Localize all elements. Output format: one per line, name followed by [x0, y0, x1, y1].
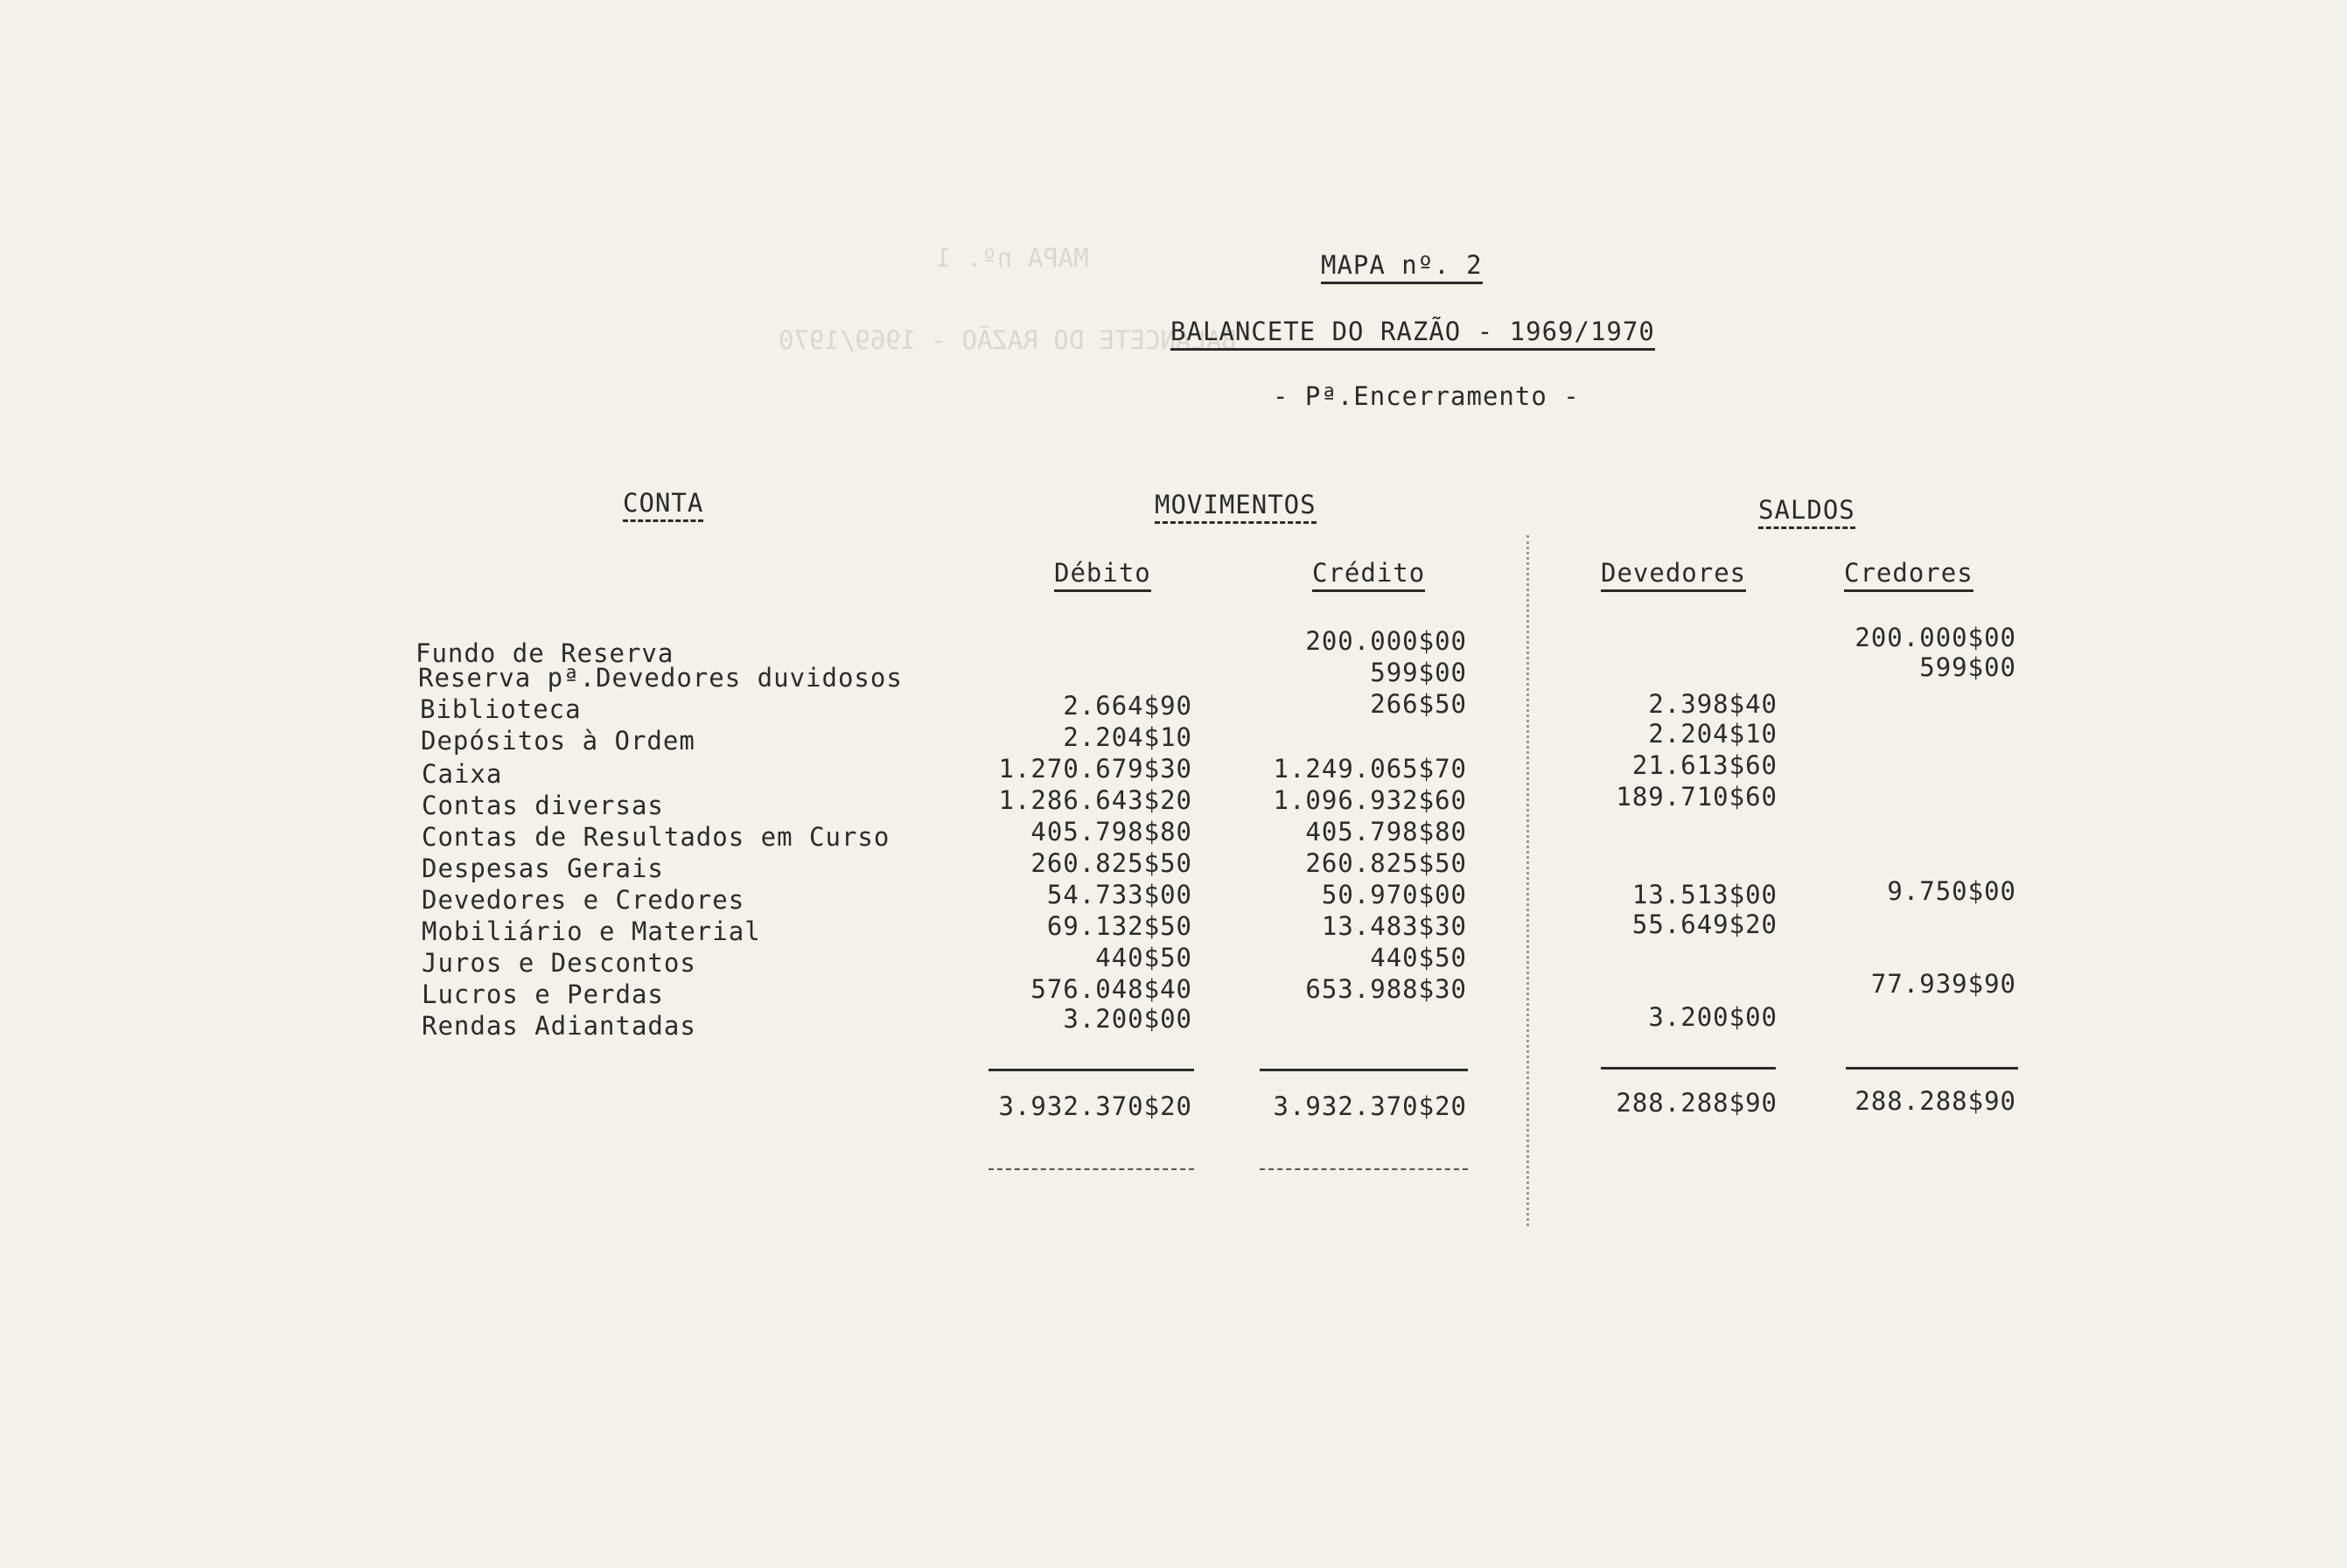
row-credito: 50.970$00	[1321, 880, 1467, 909]
col-debito-header: Débito	[1054, 558, 1151, 592]
row-debito: 260.825$50	[1030, 848, 1192, 878]
row-credito: 200.000$00	[1305, 626, 1467, 656]
row-credores: 200.000$00	[1855, 623, 2016, 652]
row-credito: 440$50	[1370, 943, 1467, 972]
total-devedores: 288.288$90	[1616, 1088, 1778, 1118]
show-through-text: MAPA nº. 1	[936, 243, 1089, 273]
row-account: Fundo de Reserva	[416, 638, 674, 668]
row-debito: 2.204$10	[1063, 722, 1192, 752]
row-debito: 1.286.643$20	[998, 785, 1192, 815]
row-account: Despesas Gerais	[422, 854, 664, 883]
row-credito: 1.249.065$70	[1273, 754, 1467, 784]
row-account: Contas diversas	[422, 791, 664, 820]
row-credito: 599$00	[1370, 658, 1467, 687]
row-devedores: 2.398$40	[1648, 689, 1778, 719]
balancete-title: BALANCETE DO RAZÃO - 1969/1970	[1170, 317, 1655, 351]
row-debito: 405.798$80	[1030, 817, 1192, 847]
row-devedores: 13.513$00	[1631, 880, 1778, 909]
total-credito: 3.932.370$20	[1273, 1091, 1467, 1121]
row-credito: 260.825$50	[1305, 848, 1467, 878]
row-debito: 54.733$00	[1046, 880, 1192, 909]
row-account: Rendas Adiantadas	[422, 1011, 696, 1041]
total-rule-debito	[988, 1069, 1194, 1071]
closing-note: - Pª.Encerramento -	[1273, 381, 1580, 411]
total-rule-credito	[1260, 1069, 1468, 1071]
row-devedores: 3.200$00	[1648, 1002, 1778, 1032]
column-divider	[1526, 535, 1529, 1226]
row-credito: 13.483$30	[1321, 911, 1467, 941]
col-movimentos-header: MOVIMENTOS	[1155, 490, 1317, 524]
row-account: Devedores e Credores	[422, 885, 745, 915]
row-debito: 2.664$90	[1063, 691, 1192, 721]
col-saldos-header: SALDOS	[1758, 495, 1855, 529]
row-debito: 1.270.679$30	[998, 754, 1192, 784]
row-debito: 3.200$00	[1063, 1004, 1192, 1034]
row-debito: 69.132$50	[1046, 911, 1192, 941]
row-devedores: 55.649$20	[1631, 909, 1778, 939]
row-credito: 1.096.932$60	[1273, 785, 1467, 815]
row-credores: 77.939$90	[1870, 969, 2016, 999]
col-credores-header: Credores	[1844, 558, 1973, 592]
total-rule-devedores	[1601, 1067, 1776, 1070]
row-credito: 266$50	[1370, 689, 1467, 719]
row-credito: 405.798$80	[1305, 817, 1467, 847]
total-debito: 3.932.370$20	[998, 1091, 1192, 1121]
row-debito: 576.048$40	[1030, 974, 1192, 1004]
row-account: Juros e Descontos	[422, 948, 696, 978]
total-credores: 288.288$90	[1855, 1086, 2016, 1116]
col-credito-header: Crédito	[1312, 558, 1425, 592]
row-credores: 599$00	[1919, 652, 2016, 682]
row-devedores: 21.613$60	[1631, 750, 1778, 780]
map-title: MAPA nº. 2	[1321, 250, 1483, 284]
total-rule-credores	[1846, 1067, 2018, 1070]
col-devedores-header: Devedores	[1601, 558, 1746, 592]
double-rule-credito	[1260, 1168, 1468, 1170]
row-account: Lucros e Perdas	[422, 979, 664, 1009]
row-devedores: 2.204$10	[1648, 719, 1778, 749]
row-credito: 653.988$30	[1305, 974, 1467, 1004]
double-rule-debito	[988, 1168, 1194, 1170]
show-through-text: BALANCETE DO RAZÃO - 1969/1970	[779, 325, 1237, 355]
row-debito: 440$50	[1095, 943, 1192, 972]
row-devedores: 189.710$60	[1616, 782, 1778, 812]
row-credores: 9.750$00	[1887, 876, 2016, 906]
row-account: Contas de Resultados em Curso	[422, 822, 891, 852]
row-account: Reserva pª.Devedores duvidosos	[418, 663, 903, 693]
row-account: Depósitos à Ordem	[421, 726, 695, 756]
col-conta-header: CONTA	[623, 488, 703, 522]
row-account: Biblioteca	[420, 694, 582, 724]
row-account: Caixa	[422, 759, 503, 789]
row-account: Mobiliário e Material	[422, 916, 761, 946]
